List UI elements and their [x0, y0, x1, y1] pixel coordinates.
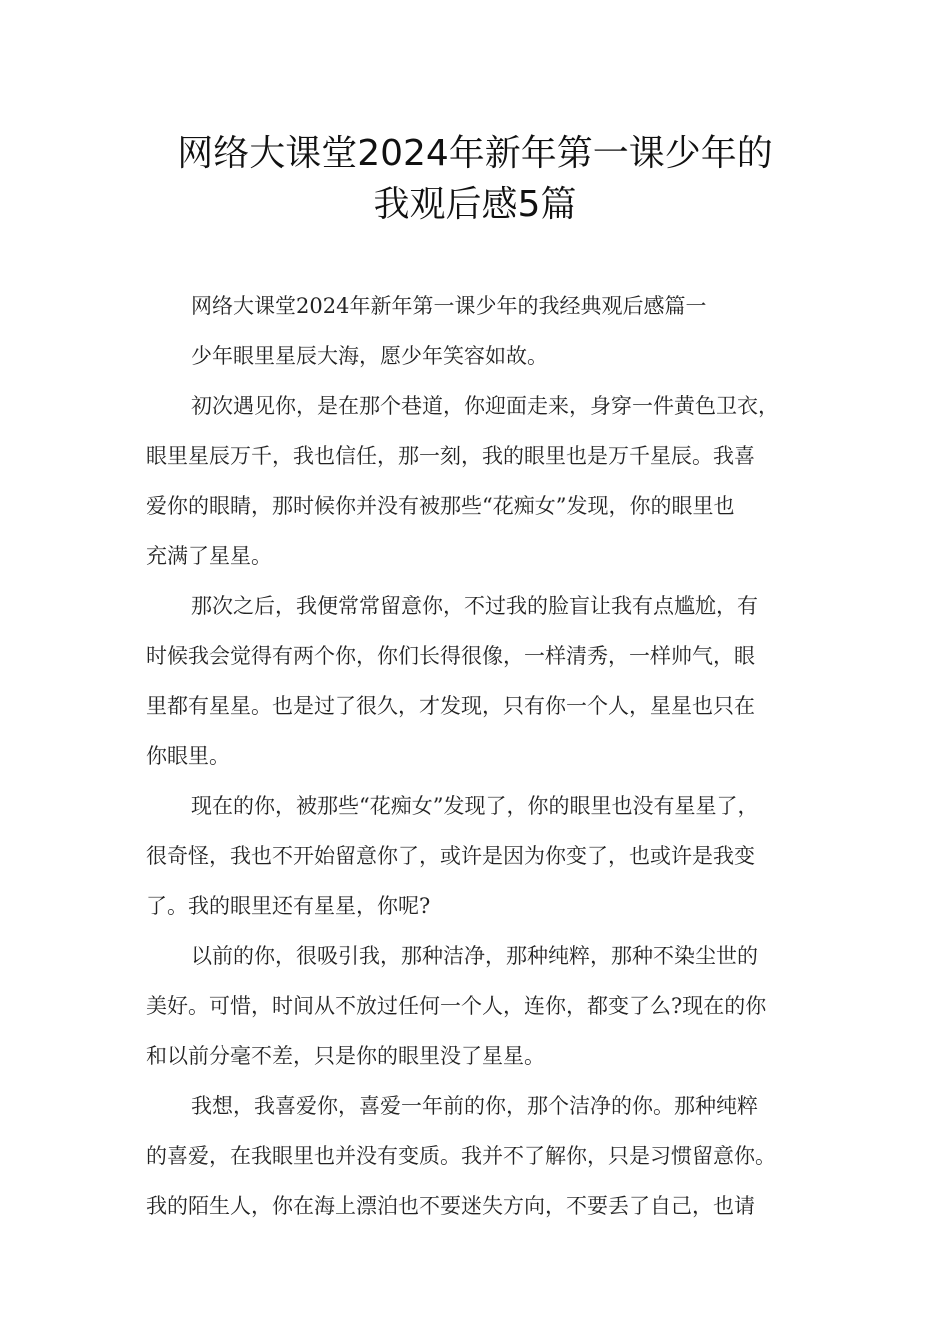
paragraph-line: 我的陌生人，你在海上漂泊也不要迷失方向，不要丢了自己，也请	[146, 1194, 755, 1218]
paragraph-line: 和以前分毫不差，只是你的眼里没了星星。	[146, 1044, 545, 1068]
paragraph	[146, 381, 826, 581]
paragraph-line: 现在的你，被那些“花痴女”发现了，你的眼里也没有星星了，	[191, 794, 759, 818]
paragraph-line: 那次之后，我便常常留意你，不过我的脸盲让我有点尴尬，有	[191, 594, 758, 618]
paragraph-line: 我想，我喜爱你，喜爱一年前的你，那个洁净的你。那种纯粹	[191, 1094, 758, 1118]
paragraph-line: 了。我的眼里还有星星，你呢?	[146, 894, 431, 918]
paragraph-line: 充满了星星。	[146, 544, 272, 568]
document-title-line-1: 网络大课堂2024年新年第一课少年的	[177, 133, 773, 174]
document-body	[146, 281, 826, 1231]
paragraph	[146, 581, 826, 781]
paragraph-line: 爱你的眼睛，那时候你并没有被那些“花痴女”发现，你的眼里也	[146, 494, 735, 518]
document-title-line-2: 我观后感5篇	[373, 184, 577, 225]
section-subtitle: 网络大课堂2024年新年第一课少年的我经典观后感篇一	[191, 294, 707, 318]
paragraph-line: 美好。可惜，时间从不放过任何一个人，连你，都变了么?现在的你	[146, 994, 767, 1018]
paragraph-line: 眼里星辰万千，我也信任，那一刻，我的眼里也是万千星辰。我喜	[146, 444, 755, 468]
paragraph-line: 初次遇见你，是在那个巷道，你迎面走来，身穿一件黄色卫衣，	[191, 394, 779, 418]
paragraph	[146, 781, 826, 931]
paragraph-line: 的喜爱，在我眼里也并没有变质。我并不了解你，只是习惯留意你。	[146, 1144, 776, 1168]
paragraph	[146, 1081, 826, 1231]
lead-sentence: 少年眼里星辰大海，愿少年笑容如故。	[191, 344, 548, 368]
paragraph-line: 很奇怪，我也不开始留意你了，或许是因为你变了，也或许是我变	[146, 844, 755, 868]
paragraph-line: 里都有星星。也是过了很久，才发现，只有你一个人，星星也只在	[146, 694, 755, 718]
paragraph	[146, 931, 826, 1081]
paragraph-line: 时候我会觉得有两个你，你们长得很像，一样清秀，一样帅气，眼	[146, 644, 755, 668]
paragraph-line: 以前的你，很吸引我，那种洁净，那种纯粹，那种不染尘世的	[191, 944, 758, 968]
paragraph-line: 你眼里。	[146, 744, 230, 768]
